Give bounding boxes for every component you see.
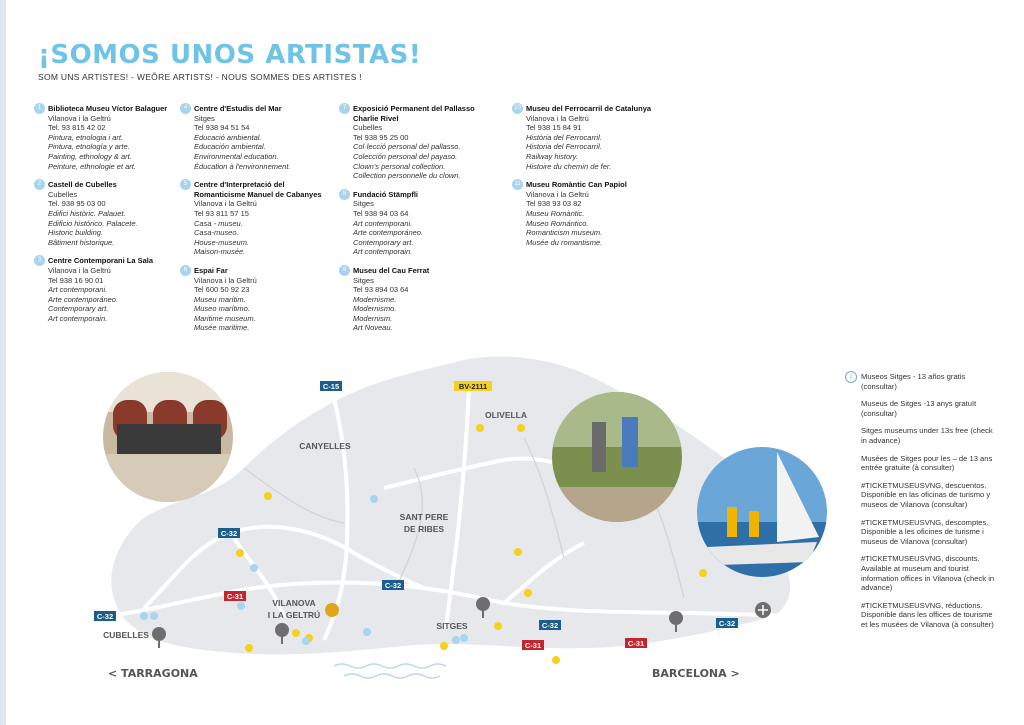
museum-entry [184, 104, 334, 171]
museum-town: Sitges [194, 113, 215, 123]
museum-town: Sitges [353, 199, 374, 209]
town-label-sant-pere-2: DE RIBES [403, 524, 445, 534]
museum-entry [184, 266, 334, 333]
town-label-vilanova-2: I LA GELTRÚ [267, 610, 321, 620]
museum-desc: Art contemporain. [353, 247, 413, 257]
museum-phone: Tel. 93 815 42 02 [48, 123, 106, 133]
page-title: ¡SOMOS UNOS ARTISTAS! [38, 40, 422, 70]
museum-desc: Art contemporain. [48, 313, 108, 323]
museum-marker[interactable] [494, 622, 502, 630]
road-badge-c32 [382, 580, 404, 590]
museum-entry [38, 180, 178, 247]
info-note: #TICKETMUSEUSVNG, réductions. Disponible dans les offices de tourisme et les musées de Vilanova (à consulter) [861, 600, 994, 629]
museum-phone: Tel 600 50 92 23 [194, 285, 250, 295]
road-label: C-15 [322, 382, 340, 391]
museum-town: Cubelles [353, 123, 383, 133]
museum-name: Castell de Cubelles [48, 180, 117, 190]
location-marker-icon: 7 [339, 103, 350, 114]
museum-town: Vilanova i la Geltrú [526, 113, 589, 123]
info-note: #TICKETMUSEUSVNG, discounts. Available at museum and tourist information offices in Vilanova (check in advance) [861, 554, 995, 593]
museum-name: Museu del Ferrocarril de Catalunya [526, 104, 652, 113]
museum-entry [516, 180, 666, 247]
road-badge-bv2111 [454, 381, 492, 391]
museum-desc: Contemporary art. [353, 237, 414, 247]
museum-town: Cubelles [48, 189, 78, 199]
museum-desc: Environmental education. [194, 151, 279, 161]
museum-desc: Casa - museu. [194, 218, 243, 228]
museum-name: Museu Romàntic Can Papiol [526, 180, 627, 190]
museum-desc: House-museum. [194, 237, 250, 247]
road-badge-c32 [716, 618, 738, 628]
info-marker[interactable] [452, 636, 460, 644]
museum-desc: Modernisme. [353, 294, 397, 304]
museum-desc: Painting, ethnology & art. [48, 151, 132, 161]
museum-desc: Art Noveau. [353, 323, 393, 333]
museum-desc: Railway history. [526, 151, 578, 161]
museum-desc: Musée du romantisme. [526, 237, 603, 247]
hiking-photo-illustration [552, 392, 682, 522]
info-note: Museos Sitges - 13 años gratis (consultar) [861, 372, 966, 391]
museum-town: Sitges [353, 275, 374, 285]
museum-entry [343, 190, 493, 257]
info-marker[interactable] [460, 634, 468, 642]
museum-desc: Pintura, etnologia i art. [48, 132, 124, 142]
direction-barcelona: BARCELONA > [652, 667, 740, 680]
museum-desc: Peinture, ethnologie et art. [48, 161, 136, 171]
museum-phone: Tel 93 894 03 64 [353, 285, 409, 295]
museum-entry [184, 180, 334, 257]
museum-desc: Art contemporani. [48, 285, 108, 295]
road-label: C-32 [384, 581, 402, 590]
town-label-vilanova: VILANOVA [272, 598, 316, 608]
museum-town: Vilanova i la Geltrú [194, 199, 257, 209]
info-marker[interactable] [370, 495, 378, 503]
info-marker[interactable] [302, 637, 310, 645]
location-marker-icon: 11 [512, 179, 523, 190]
museum-marker[interactable] [245, 644, 253, 652]
town-label-sant-pere: SANT PERE [399, 512, 449, 522]
museum-desc: Edificio histórico. Palacete. [48, 218, 138, 228]
museum-desc: Historia del Ferrocarril. [526, 142, 602, 152]
museum-entry [38, 256, 178, 323]
museum-name: Biblioteca Museu Víctor Balaguer [48, 104, 168, 113]
museum-desc: Modernismo. [353, 304, 397, 314]
info-marker[interactable] [140, 612, 148, 620]
museum-desc: Romanticism museum. [526, 228, 603, 238]
museum-desc: Museo Romántico. [526, 218, 589, 228]
town-label-sitges: SITGES [436, 621, 468, 631]
location-marker-icon: 4 [180, 103, 191, 114]
museum-town: Vilanova i la Geltrú [526, 189, 589, 199]
road-label: C-31 [524, 641, 542, 650]
discount-info-panel [846, 372, 996, 637]
museum-desc: Contemporary art. [48, 304, 109, 314]
location-marker-icon: 9 [339, 265, 350, 276]
museum-name: Museu del Cau Ferrat [353, 265, 430, 275]
museum-name: Exposició Permanent del Pallasso Charlie Rivel [353, 104, 475, 123]
coast-waves [334, 664, 446, 678]
museum-town: Vilanova i la Geltrú [194, 275, 257, 285]
museum-desc: Edifici històric. Palauet. [48, 208, 126, 218]
museum-phone: Tel 938 16 90 01 [48, 275, 104, 285]
road-label: C-32 [96, 612, 114, 621]
museum-phone: Tel 938 95 25 00 [353, 132, 409, 142]
museum-desc: Histoire du chemin de fer. [526, 161, 612, 171]
town-label-canyelles: CANYELLES [299, 441, 351, 451]
museum-name: Fundació Stämpfli [353, 189, 419, 199]
museum-desc: Maison-musée. [194, 247, 246, 257]
museum-marker[interactable] [264, 492, 272, 500]
road-label: C-31 [627, 639, 645, 648]
info-marker[interactable] [363, 628, 371, 636]
museum-desc: Museu Romàntic. [526, 208, 585, 218]
road-label: C-32 [220, 529, 238, 538]
museum-column-2 [184, 104, 334, 342]
location-marker-icon: 5 [180, 179, 191, 190]
museum-desc: Pintura, etnología y arte. [48, 142, 130, 152]
museum-entry [516, 104, 666, 171]
museum-phone: Tel 938 94 03 64 [353, 208, 409, 218]
location-marker-icon: 8 [339, 189, 350, 200]
railway-museum-photo [103, 372, 233, 502]
museum-desc: Maritime museum. [194, 313, 256, 323]
museum-phone: Tel 938 15 84 91 [526, 123, 582, 133]
town-label-olivella: OLIVELLA [484, 410, 528, 420]
info-icon: i [845, 371, 857, 383]
museum-name: Centre d'Estudis del Mar [194, 104, 282, 113]
road-badge-c32 [218, 528, 240, 538]
hiking-photo [552, 392, 682, 522]
direction-tarragona: < TARRAGONA [108, 667, 198, 680]
museum-column-1 [38, 104, 178, 332]
airport-icon [755, 602, 771, 618]
museum-desc: Clown's personal collection. [353, 161, 446, 171]
museum-marker[interactable] [524, 589, 532, 597]
museum-phone: Tel 938 93 03 82 [526, 199, 582, 209]
museum-desc: Historic building. [48, 228, 104, 238]
museum-entry [343, 266, 493, 333]
railway-photo-illustration [103, 372, 233, 502]
museum-desc: Musée maritime. [194, 323, 250, 333]
page-subtitle: SOM UNS ARTISTES! - WEÕRE ARTISTS! - NOUS SOMMES DES ARTISTES ! [38, 72, 363, 82]
museum-desc: Arte contemporáneo. [353, 228, 424, 238]
museum-desc: Educación ambiental. [194, 142, 266, 152]
location-marker-icon: 6 [180, 265, 191, 276]
museum-desc: Art contemporani. [353, 218, 413, 228]
sailing-photo-illustration [697, 447, 827, 577]
location-marker-icon: 10 [512, 103, 523, 114]
page-edge-strip [0, 0, 6, 725]
museum-marker[interactable] [517, 424, 525, 432]
location-marker-icon: 1 [34, 103, 45, 114]
museum-column-4 [516, 104, 666, 256]
museum-name: Espai Far [194, 265, 228, 275]
sailing-photo [697, 447, 827, 577]
road-label: BV-2111 [458, 382, 488, 391]
vilanova-emblem-icon [325, 603, 339, 617]
museum-entry [38, 104, 178, 171]
museum-marker[interactable] [552, 656, 560, 664]
train-station-icon [152, 627, 166, 648]
road-badge-c31 [224, 591, 246, 601]
museum-desc: Museo marítimo. [194, 304, 250, 314]
info-note: #TICKETMUSEUSVNG, descomptes. Disponible a les oficines de turisme i museus de Vilanova (consultar) [861, 517, 989, 546]
museum-town: Vilanova i la Geltrú [48, 113, 111, 123]
museum-name: Centre Contemporani La Sala [48, 256, 154, 266]
road-badge-c31 [522, 640, 544, 650]
museum-entry [343, 104, 493, 181]
road-label: C-32 [541, 621, 559, 630]
location-marker-icon: 2 [34, 179, 45, 190]
museum-desc: Casa-museo. [194, 228, 239, 238]
museum-desc: Collection personnelle du clown. [353, 171, 461, 181]
museum-desc: Modernism. [353, 313, 393, 323]
museum-desc: Bâtiment historique. [48, 237, 115, 247]
museum-desc: Arte contemporáneo. [48, 294, 119, 304]
museum-desc: Educació ambiental. [194, 132, 262, 142]
info-marker[interactable] [237, 602, 245, 610]
museum-column-3 [343, 104, 493, 342]
info-marker[interactable] [150, 612, 158, 620]
road-label: C-32 [718, 619, 736, 628]
location-marker-icon: 3 [34, 255, 45, 266]
road-badge-c15 [320, 381, 342, 391]
museum-phone: Tel 938 94 51 54 [194, 123, 250, 133]
museum-phone: Tel 93 811 57 15 [194, 208, 249, 218]
town-label-cubelles: CUBELLES [103, 630, 149, 640]
museum-desc: Museu marítim. [194, 294, 246, 304]
museum-town: Vilanova i la Geltrú [48, 265, 111, 275]
museum-name: Centre d'Interpretació del Romanticisme Manuel de Cabanyes [194, 180, 322, 199]
road-badge-c31 [625, 638, 647, 648]
museum-marker[interactable] [476, 424, 484, 432]
road-label: C-31 [226, 592, 244, 601]
info-marker[interactable] [250, 564, 258, 572]
museum-desc: Éducation à l'environnement. [194, 161, 291, 171]
road-badge-c32 [539, 620, 561, 630]
museum-marker[interactable] [292, 629, 300, 637]
museum-desc: Colección personal del payaso. [353, 151, 458, 161]
info-note: #TICKETMUSEUSVNG, descuentos. Disponible en las oficinas de turismo y museos de Vilanova (consultar) [861, 480, 991, 509]
museum-phone: Tel. 938 95 03 00 [48, 199, 106, 209]
museum-marker[interactable] [236, 549, 244, 557]
museum-desc: Història del Ferrocarril. [526, 132, 602, 142]
museum-desc: Col·lecció personal del pallasso. [353, 142, 461, 152]
museum-marker[interactable] [440, 642, 448, 650]
museum-marker[interactable] [514, 548, 522, 556]
info-note: Musées de Sitges pour les – de 13 ans entrée gratuite (à consulter) [861, 453, 993, 473]
info-note: Museus de Sitges -13 anys gratuït (consultar) [861, 399, 977, 418]
road-badge-c32 [94, 611, 116, 621]
museum-marker[interactable] [699, 569, 707, 577]
info-note: Sitges museums under 13s free (check in advance) [861, 426, 993, 445]
